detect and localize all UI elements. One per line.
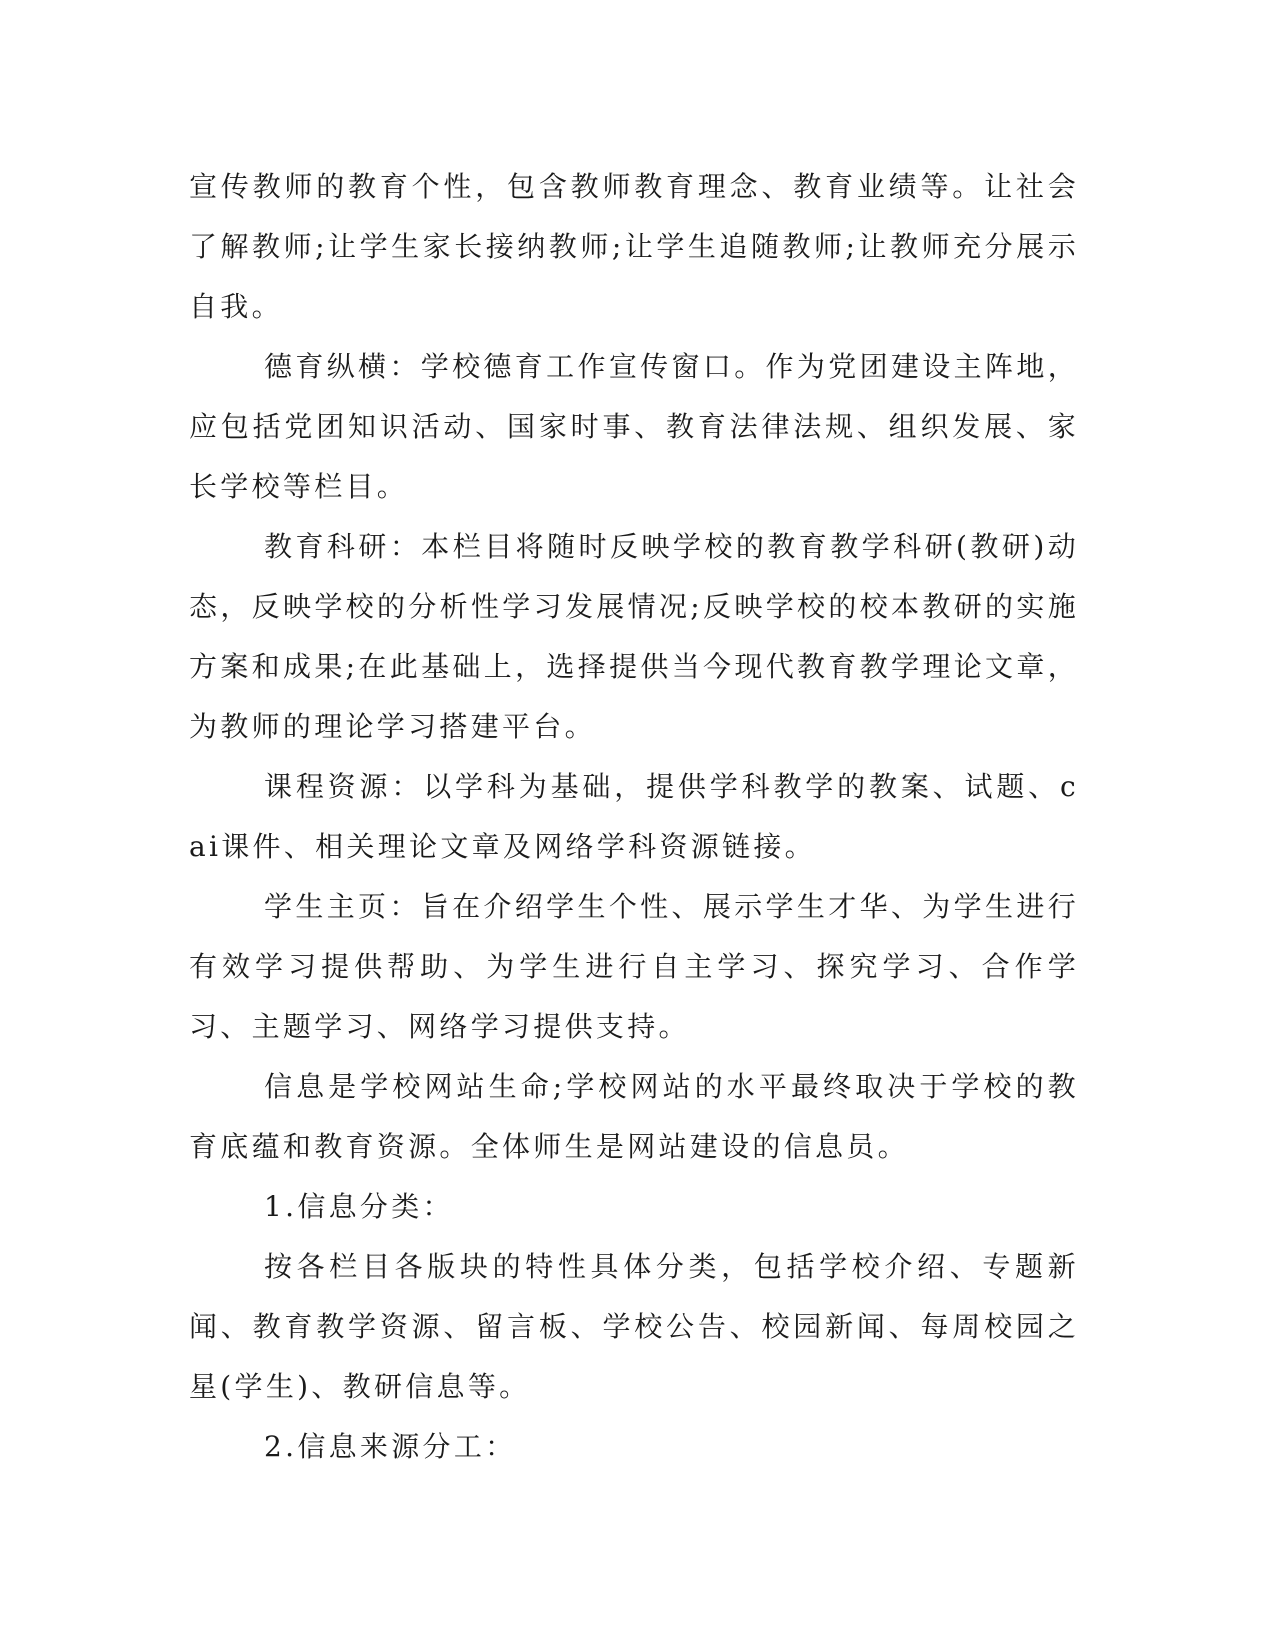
paragraph-moral-education: 德育纵横：学校德育工作宣传窗口。作为党团建设主阵地，应包括党团知识活动、国家时事、教育法律法规、组织发展、家长学校等栏目。	[189, 350, 1079, 503]
paragraph-student-homepage: 学生主页：旨在介绍学生个性、展示学生才华、为学生进行有效学习提供帮助、为学生进行自主学习、探究学习、合作学习、主题学习、网络学习提供支持。	[189, 890, 1079, 1043]
paragraph-information: 信息是学校网站生命;学校网站的水平最终取决于学校的教育底蕴和教育资源。全体师生是网站建设的信息员。	[189, 1070, 1079, 1163]
heading-info-classification: 1.信息分类：	[264, 1190, 454, 1223]
paragraph-teacher-intro: 宣传教师的教育个性，包含教师教育理念、教育业绩等。让社会了解教师;让学生家长接纳教师;让学生追随教师;让教师充分展示自我。	[189, 170, 1079, 323]
paragraph-course-resources: 课程资源：以学科为基础，提供学科教学的教案、试题、cai课件、相关理论文章及网络学科资源链接。	[189, 770, 1079, 863]
paragraph-classification-detail: 按各栏目各版块的特性具体分类，包括学校介绍、专题新闻、教育教学资源、留言板、学校公告、校园新闻、每周校园之星(学生)、教研信息等。	[189, 1250, 1079, 1403]
paragraph-research: 教育科研：本栏目将随时反映学校的教育教学科研(教研)动态，反映学校的分析性学习发展情况;反映学校的校本教研的实施方案和成果;在此基础上，选择提供当今现代教育教学理论文章，为教师的理论学习搭建平台。	[189, 530, 1079, 743]
document-body	[189, 157, 1079, 1477]
heading-info-source-division: 2.信息来源分工：	[264, 1430, 517, 1463]
